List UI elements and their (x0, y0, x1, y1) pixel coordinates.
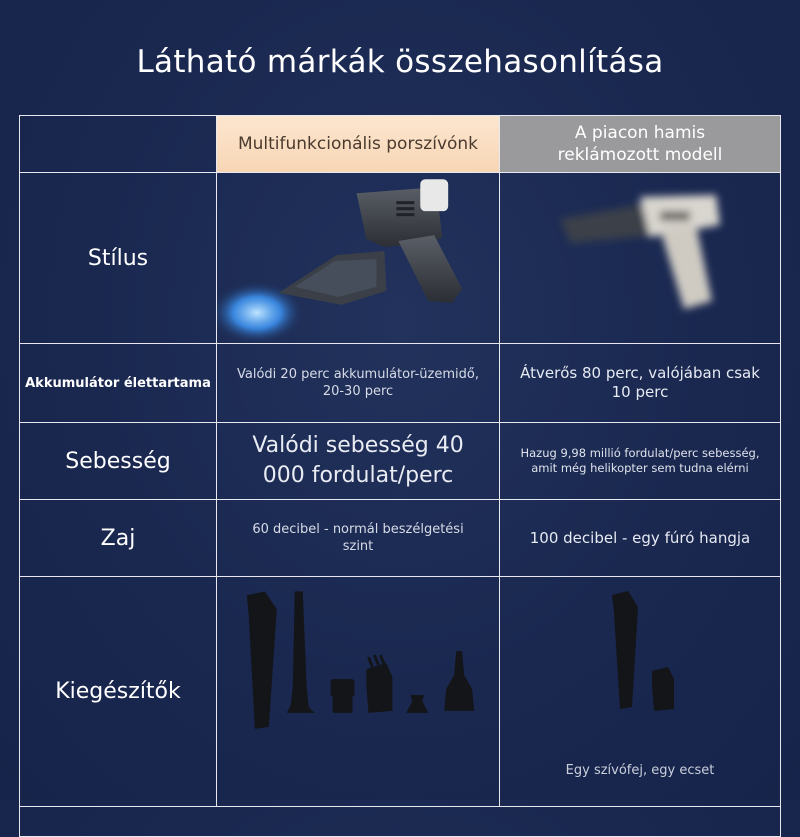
competitor-noise-text: 100 decibel - egy fúró hangja (500, 500, 780, 577)
header-our-product: Multifunkcionális porszívónk (217, 116, 500, 173)
header-competitor-product: A piacon hamis reklámozott modell (500, 116, 780, 173)
our-noise-text: 60 decibel - normál beszélgetési szint (217, 500, 500, 577)
our-vacuum-image (217, 173, 500, 344)
our-speed-text: Valódi sebesség 40 000 fordulat/perc (217, 423, 500, 500)
competitor-battery-text: Átverős 80 perc, valójában csak 10 perc (500, 344, 780, 423)
vacuum-dark-icon (217, 173, 499, 344)
row-label-noise: Zaj (20, 500, 217, 577)
accessories-set-icon (217, 577, 499, 807)
header-empty-cell (20, 116, 217, 173)
row-label-speed: Sebesség (20, 423, 217, 500)
page-title: Látható márkák összehasonlítása (136, 44, 664, 80)
our-accessories-image (217, 577, 500, 807)
comparison-table (19, 115, 781, 837)
row-label-battery: Akkumulátor élettartama (20, 344, 217, 423)
competitor-vacuum-image (500, 173, 780, 344)
competitor-speed-text: Hazug 9,98 millió fordulat/perc sebesség, amit még helikopter sem tudna elérni (500, 423, 780, 500)
competitor-accessories-caption: Egy szívófej, egy ecset (565, 763, 715, 778)
vacuum-blurred-icon (500, 173, 780, 344)
row-label-style: Stílus (20, 173, 217, 344)
competitor-accessories-image (500, 577, 780, 807)
our-battery-text: Valódi 20 perc akkumulátor-üzemidő, 20-30 perc (217, 344, 500, 423)
row-label-accessories: Kiegészítők (20, 577, 217, 807)
